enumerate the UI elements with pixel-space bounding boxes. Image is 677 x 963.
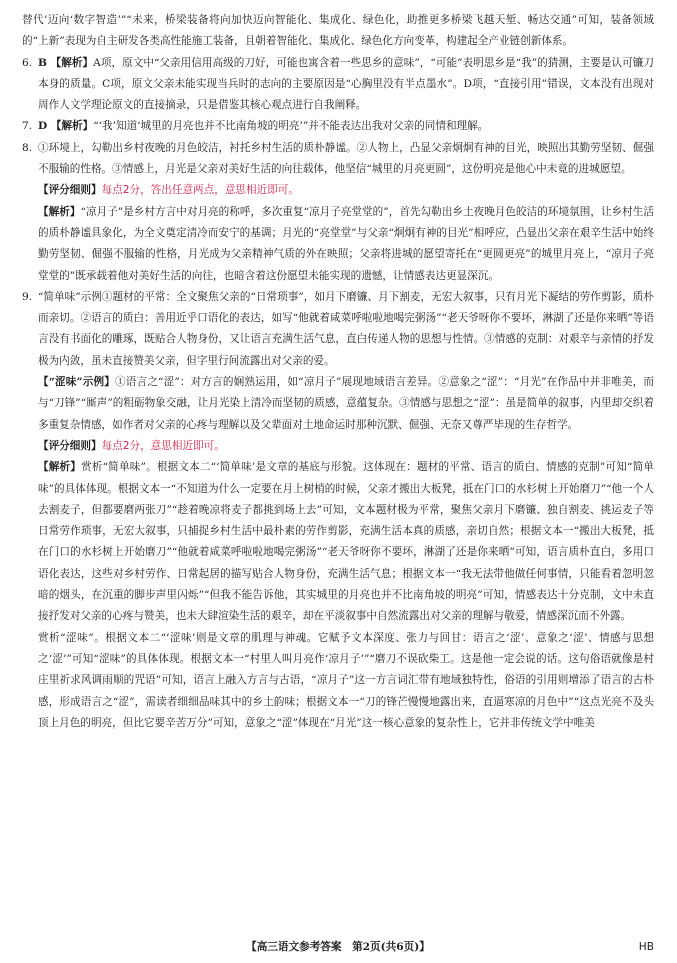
- footer-title: 【高三语文参考答案 第2页(共6页)】: [246, 941, 430, 953]
- paragraph-text: ①环境上，勾勒出乡村夜晚的月色皎洁，衬托乡村生活的质朴静谧。②人物上，凸显父亲炯炯有神的目光，映照出其勤劳坚韧、倔强不服输的性格。③情感上，月光是父亲对美好生活的向往载体，他坚信“城里的月亮更圆”，这份明亮是他心中未竟的进城愿望。: [38, 141, 654, 176]
- scoring-rule-8: [22, 180, 654, 201]
- example-label: 【“涩味”示例】: [38, 376, 116, 389]
- paragraph-text: 赏析“简单味”。根据文本二“‘简单味’是文章的基底与形貌。这体现在：题材的平常、语言的质白、情感的克制”可知“简单味”的具体体现。根据文本一“不知道为什么一定要在月上树梢的时候，父亲才搬出大板凳，抵在门口的水杉树上开始磨刀”“他一个人去割麦子，但都要磨两张刀”“趁着晚凉将麦子都挑到场上去”可知，文本题材极为平常，聚焦父亲月下磨镰、独自割麦、挑运麦子等日常劳作琐事，无宏大叙事，只捕捉乡村生活中最朴素的劳作剪影，充满生活本真的质感，亲切自然；根据文本一“搬出大板凳，抵在门口的水杉树上开始磨刀”“他就着咸菜呼啦啦地喝完粥汤”“老天爷呀你不要坏，淋湖了还是你来晒”可知，语言质朴直白，多用口语化表达，这些对乡村劳作、日常起居的描写贴合人物身份，充满生活气息；根据文本一“我无法带他做任何事情，只能看着忽明忽暗的烟头，在沉重的脚步声里闪烁”“但我不能告诉他，其实城里的月亮也并不比南角坡的明亮”可知，情感表达十分克制，文中未直接抒发对父亲的心疼与赞美，也未大肆渲染生活的艰辛，却在平淡叙事中自然流露出对父亲的理解与敬爱，情感深沉而不外露。: [38, 461, 654, 623]
- answer-9-se-example: [22, 372, 654, 436]
- scoring-label: 【评分细则】: [38, 439, 102, 452]
- analysis-9-se: [22, 628, 654, 734]
- page-footer: [22, 936, 654, 958]
- analysis-8: [22, 202, 654, 287]
- scoring-rule-9: [22, 436, 654, 457]
- paragraph-text: ①语言之“涩”：对方言的娴熟运用，如“凉月子”展现地域语言差异。②意象之“涩”：“月光”在作品中并非唯美，而与“刀锋”“厮声”的粗砺物象交融，让月光染上清冷而坚韧的质感，意蕴复杂。③情感与思想之“涩”：虽是简单的叙事，内里却交织着多重复杂情感，如作者对父亲的心疼与理解以及父辈面对土地命运时那种沉默、倔强、无奈又尊严毕现的生存哲学。: [38, 376, 654, 431]
- answer-label: B 【解析】: [38, 56, 94, 69]
- answer-label: D 【解析】: [38, 120, 94, 133]
- question-number: 9.: [22, 290, 33, 303]
- footer-code: HB: [638, 941, 654, 953]
- analysis-label: 【解析】: [38, 461, 82, 474]
- paragraph-text: “‘我’知道‘城里的月亮也并不比南角坡的明亮’”并不能表达出我对父亲的同情和理解。: [93, 120, 489, 133]
- scoring-rule-text: 每点2分，意思相近即可。: [101, 439, 225, 452]
- analysis-9-simple: [22, 457, 654, 627]
- answer-9: [22, 287, 654, 372]
- paragraph-text: “简单味”示例①题材的平常：全文聚焦父亲的“日常琐事”，如月下磨镰、月下割麦，无宏大叙事，只有月光下凝结的劳作剪影，质朴而亲切。②语言的质白：善用近乎口语化的表达，如写“他就着咸菜呼啦啦地喝完粥汤”“老天爷呀你不要坏，淋湖了还是你来晒”等语言没有书面化的雕琢，既贴合人物身份，又让语言充满生活气息，直白传递人物的思想与性情。③情感的克制：对艰辛与亲情的抒发极为内敛，虽未直接赞美父亲，但字里行间流露出对父亲的爱。: [38, 290, 654, 367]
- question-number: 6.: [22, 56, 33, 69]
- paragraph-continuation: [22, 10, 654, 53]
- scoring-label: 【评分细则】: [38, 184, 102, 197]
- question-number: 8.: [22, 141, 33, 154]
- scoring-rule-text: 每点2分，答出任意两点，意思相近即可。: [101, 184, 299, 197]
- paragraph-text: “凉月子”是乡村方言中对月亮的称呼，多次重复“凉月子亮堂堂的”，首先勾勒出乡土夜晚月色皎洁的环境氛围，让乡村生活的质朴静谧具象化，为全文奠定清冷而安宁的基调；月光的“亮堂堂”与父亲“炯炯有神的目光”相呼应，凸显出父亲在艰辛生活中始终勤劳坚韧、倔强不服输的性格，月光成为父亲精神气质的外在映照；父亲将进城的愿望寄托在“更圆更亮”的城里月亮上，“凉月子亮堂堂的”既承载着他对美好生活的向往，也暗含着这份愿望未能实现的遗憾，让情感表达更显深沉。: [38, 205, 654, 282]
- answer-content: [22, 10, 654, 734]
- answer-7: [22, 116, 654, 137]
- answer-8: [22, 138, 654, 181]
- paragraph-text: 替代’迈向‘数字智造’”“未来，桥梁装备将向加快迈向智能化、集成化、绿色化，助推更多桥梁飞越天堑、畅达交通”可知，装备领域的“上新”表现为自主研发各类高性能施工装备，且朝着智能化、集成化、绿色化方向变革，构建起全产业链创新体系。: [22, 14, 654, 48]
- question-number: 7.: [22, 120, 33, 133]
- paragraph-text: A项，原文中“父亲用信用高级的刀好，可能也寓含着一些思乡的意味”，“可能”表明思乡是“我”的猜测，主要是认可镰刀本身的质量。C项，原文父亲未能实现当兵时的志向的主要原因是“心胸里没有半点墨水”。D项，“直接引用”错误，文本没有出现对周作人文学理论原文的直接摘录，只是借鉴其核心观点进行自我阐释。: [38, 56, 654, 112]
- answer-6: [22, 53, 654, 117]
- analysis-label: 【解析】: [38, 205, 81, 218]
- paragraph-text: 赏析“涩味”。根据文本二“‘涩味’则是文章的肌理与神魂。它赋予文本深度、张力与回甘：语言之‘涩’、意象之‘涩’、情感与思想之‘涩’”可知“涩味”的具体体现。根据文本一“村里人叫月亮作‘凉月子’”“磨刀不误砍柴工。这是他一定会说的话。这句俗语就像是村庄里祈求风调雨顺的咒语”可知，语言上融入方言与古语，“凉月子”这一方言词汇带有地域独特性，俗语的引用则增添了语言的古朴感，形成语言之“涩”，需读者细细品味其中的乡土韵味；根据文本一“刀的锋芒慢慢地露出来，直逼寒凉的月色中”“这点光亮不及头顶上月色的明亮，但比它要辛苦万分”可知，意象之“涩”体现在“月光”这一核心意象的复杂性上，它并非传统文学中唯美: [38, 631, 654, 729]
